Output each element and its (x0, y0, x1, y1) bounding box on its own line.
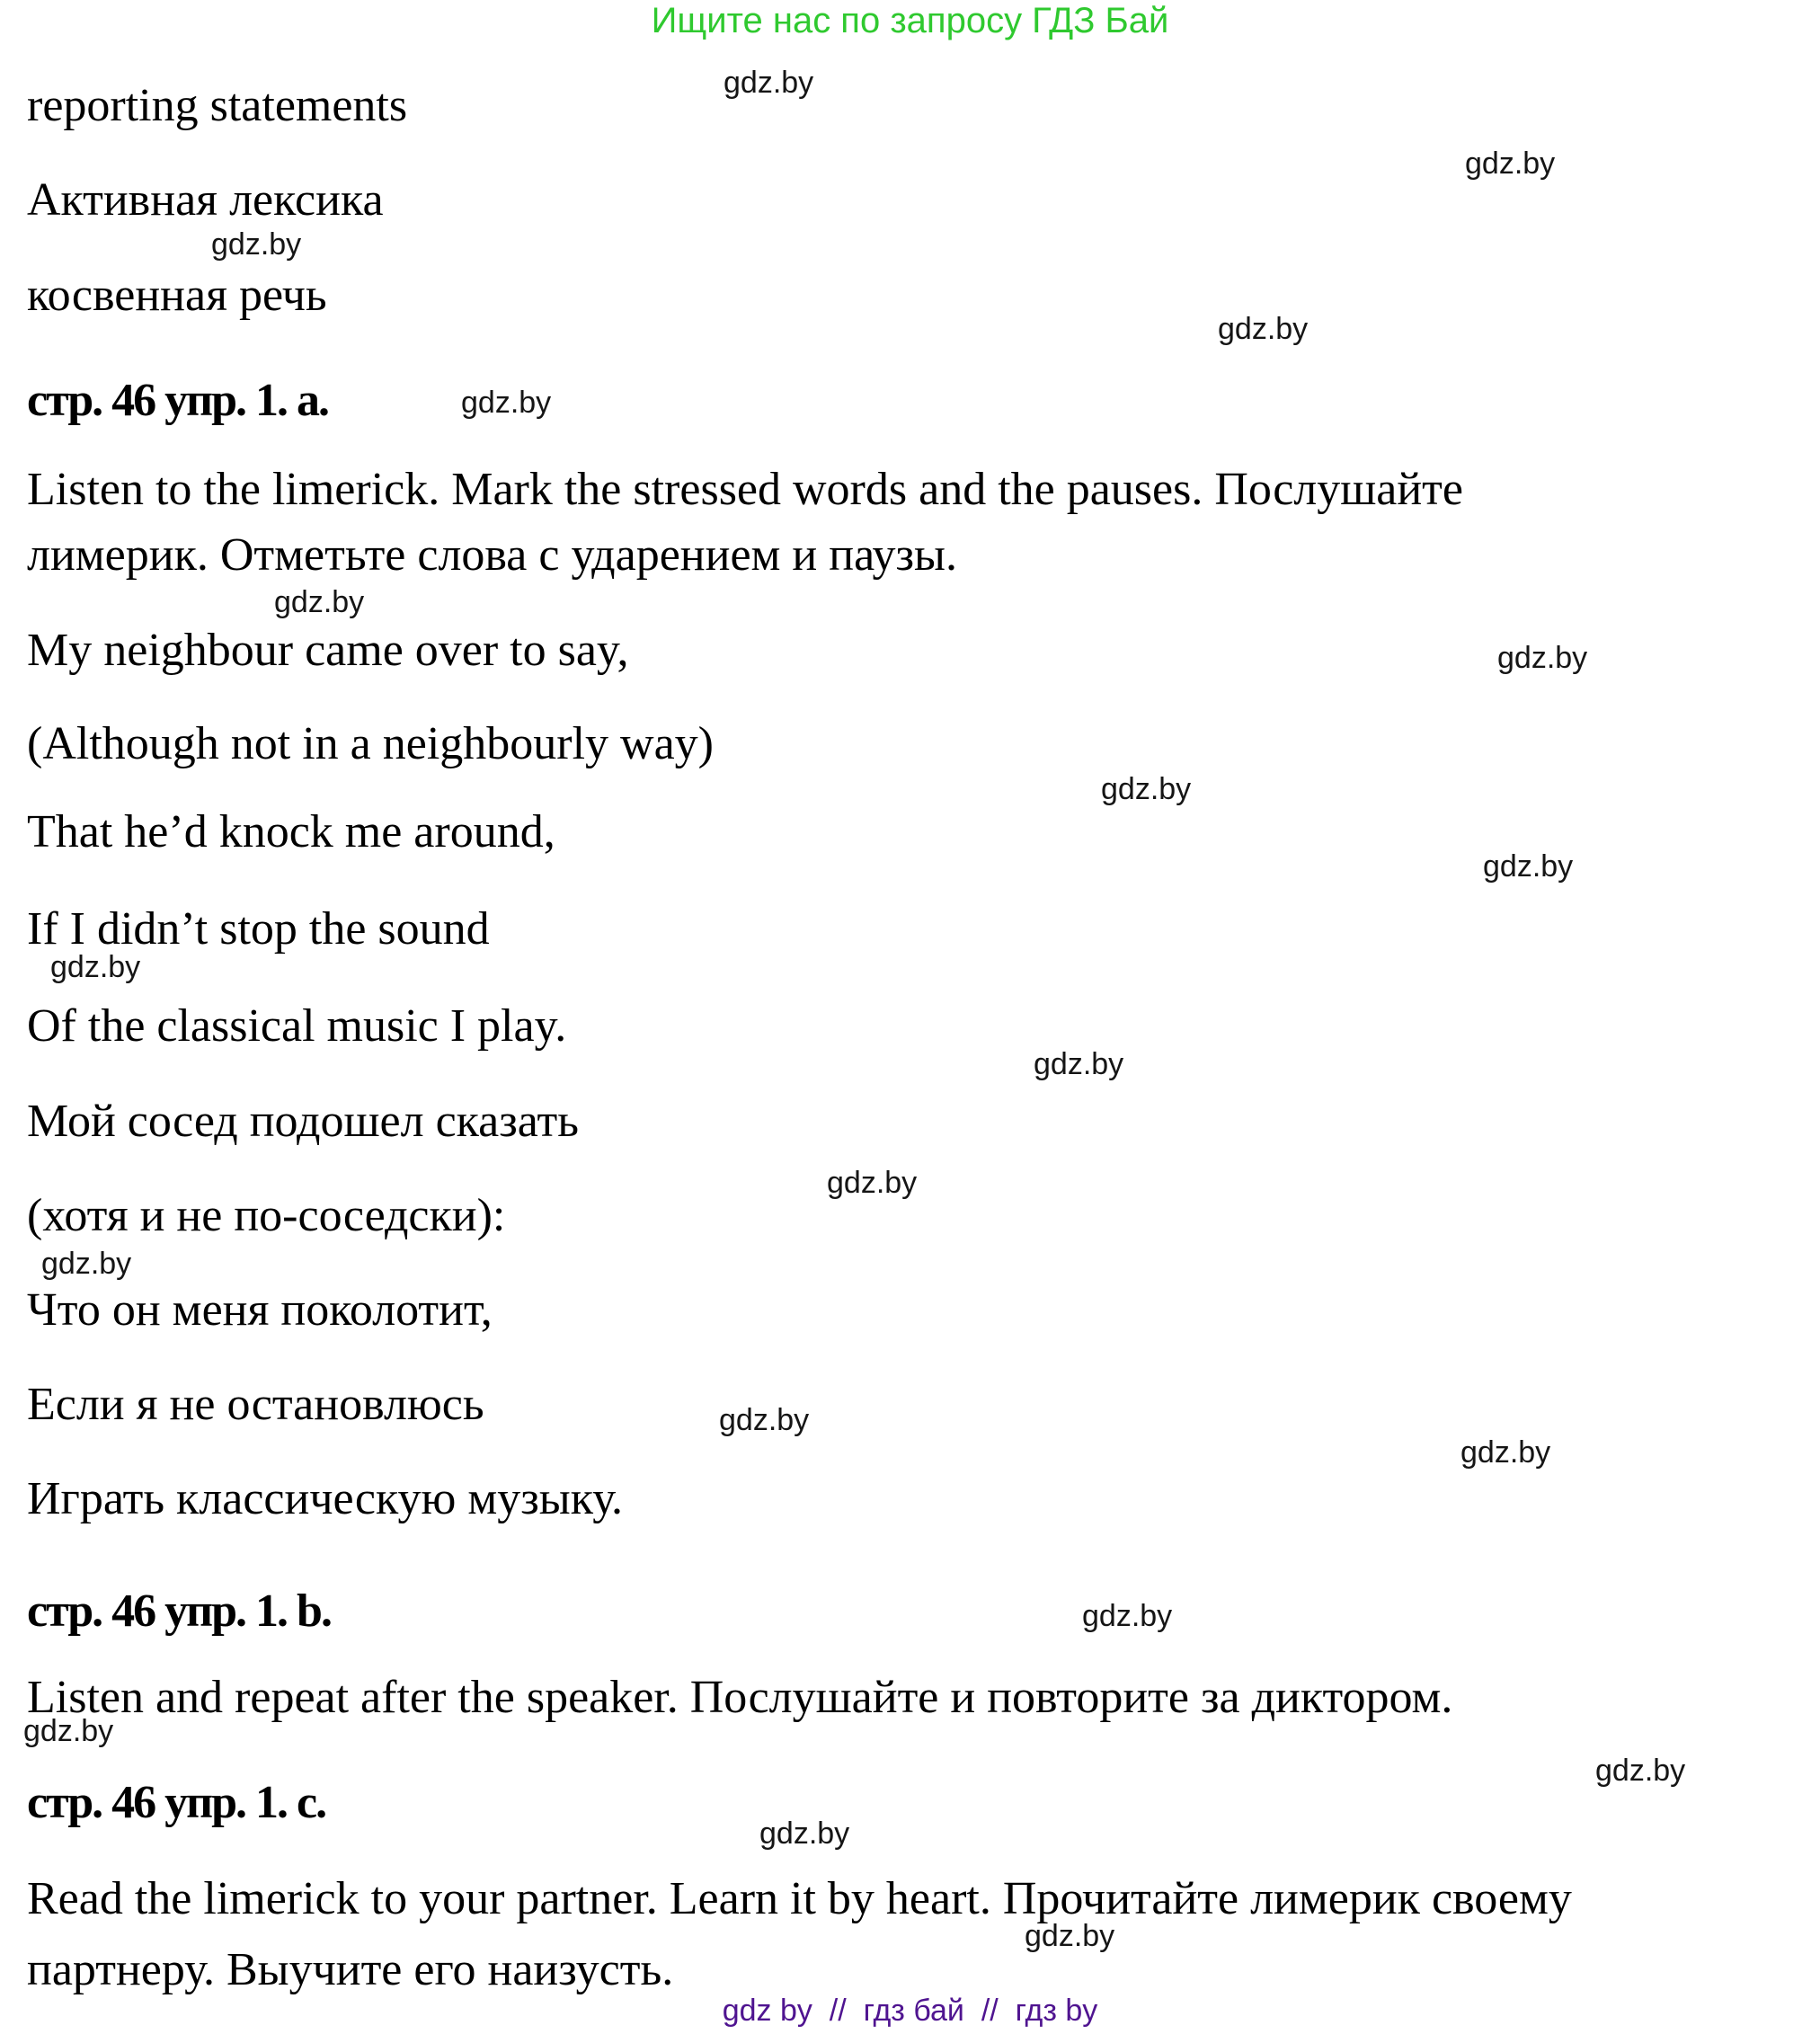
exercise-heading-b: стр. 46 упр. 1. b. (27, 1585, 331, 1637)
task-b-line-1: Listen and repeat after the speaker. Послушайте и повторите за диктором. (27, 1672, 1453, 1723)
gdz-watermark: gdz.by (724, 66, 814, 100)
limerick-ru-line-4: Если я не остановлюсь (27, 1379, 484, 1430)
intro-line-active-vocabulary: Активная лексика (27, 174, 384, 226)
task-a-line-1: Listen to the limerick. Mark the stressed words and the pauses. Послушайте (27, 464, 1463, 515)
gdz-watermark: gdz.by (1218, 312, 1309, 346)
gdz-watermark: gdz.by (719, 1403, 810, 1437)
gdz-watermark: gdz.by (1101, 772, 1192, 806)
gdz-watermark: gdz.by (1483, 849, 1574, 884)
gdz-watermark: gdz.by (274, 585, 365, 619)
gdz-watermark: gdz.by (461, 386, 552, 420)
gdz-watermark: gdz.by (211, 227, 302, 262)
intro-line-indirect-speech: косвенная речь (27, 270, 327, 321)
limerick-en-line-1: My neighbour came over to say, (27, 625, 629, 676)
exercise-heading-c: стр. 46 упр. 1. c. (27, 1777, 326, 1828)
exercise-heading-a: стр. 46 упр. 1. a. (27, 375, 329, 426)
limerick-ru-line-2: (хотя и не по-соседски): (27, 1190, 506, 1241)
task-c-line-1: Read the limerick to your partner. Learn it by heart. Прочитайте лимерик своему (27, 1873, 1572, 1924)
task-c-line-2: партнеру. Выучите его наизусть. (27, 1944, 674, 1995)
limerick-en-line-5: Of the classical music I play. (27, 1000, 567, 1052)
gdz-watermark: gdz.by (1497, 641, 1588, 675)
limerick-en-line-4: If I didn’t stop the sound (27, 903, 490, 955)
gdz-watermark: gdz.by (1465, 147, 1556, 181)
intro-line-reporting-statements: reporting statements (27, 80, 408, 131)
gdz-watermark: gdz.by (23, 1714, 114, 1748)
limerick-ru-line-3: Что он меня поколотит, (27, 1284, 493, 1336)
gdz-watermark: gdz.by (1082, 1599, 1173, 1633)
gdz-watermark: gdz.by (41, 1247, 132, 1281)
gdz-watermark: gdz.by (1460, 1435, 1551, 1470)
promo-banner-top: Ищите нас по запросу ГДЗ Бай (651, 1, 1169, 40)
limerick-ru-line-1: Мой сосед подошел сказать (27, 1096, 579, 1147)
limerick-en-line-3: That he’d knock me around, (27, 806, 555, 857)
gdz-watermark: gdz.by (50, 950, 141, 984)
gdz-watermark: gdz.by (1025, 1919, 1115, 1953)
gdz-watermark: gdz.by (827, 1166, 918, 1200)
limerick-ru-line-5: Играть классическую музыку. (27, 1473, 624, 1524)
promo-banner-bottom: gdz by // гдз бай // гдз by (722, 1994, 1098, 2028)
limerick-en-line-2: (Although not in a neighbourly way) (27, 718, 714, 769)
gdz-watermark: gdz.by (1034, 1047, 1124, 1081)
task-a-line-2: лимерик. Отметьте слова с ударением и паузы. (27, 529, 957, 581)
gdz-watermark: gdz.by (759, 1816, 850, 1851)
gdz-watermark: gdz.by (1595, 1754, 1686, 1788)
